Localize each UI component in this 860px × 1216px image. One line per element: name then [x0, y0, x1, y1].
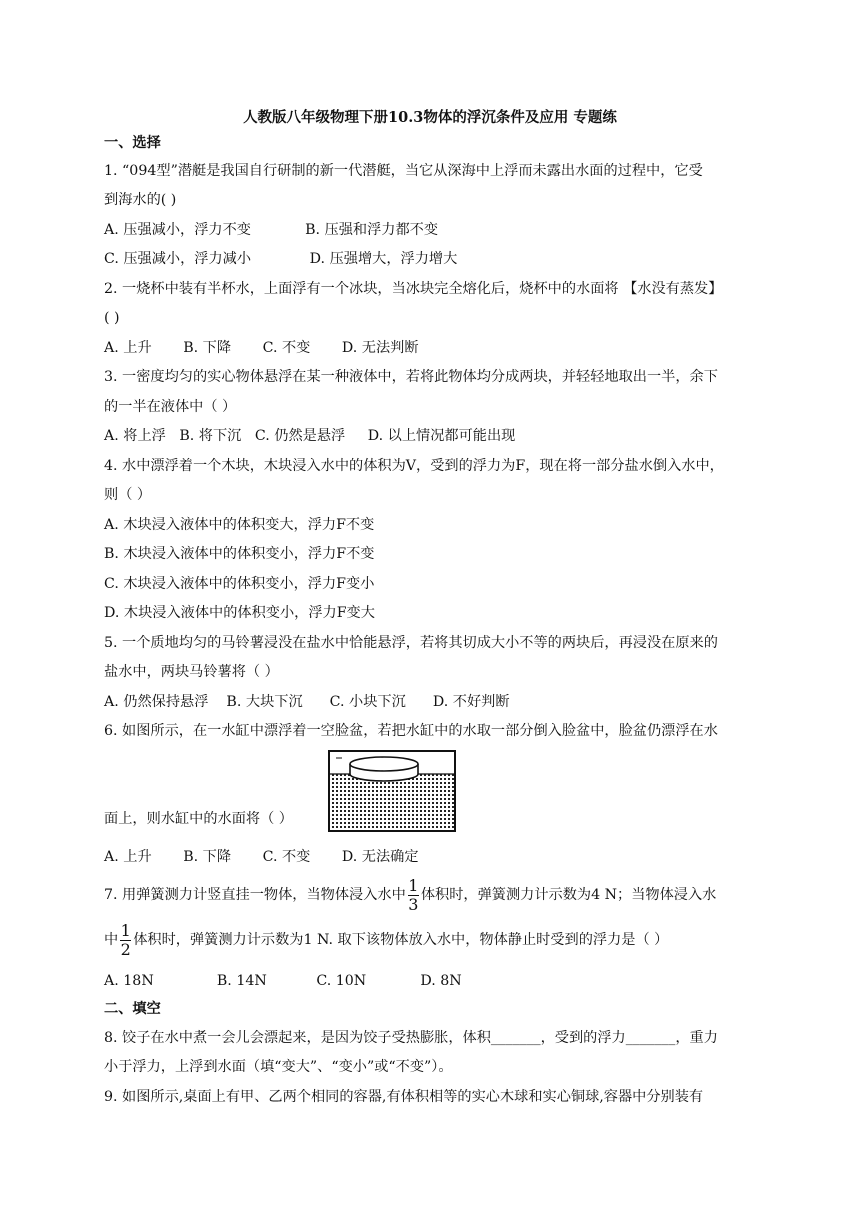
fraction-one-half	[120, 920, 131, 959]
question-7-text-2a: 中	[104, 932, 119, 948]
question-4-line-2: 则（ ）	[104, 487, 152, 503]
question-7-text-1a: 7. 用弹簧测力计竖直挂一物体，当物体浸入水中	[104, 887, 406, 903]
question-2-options: A. 上升 B. 下降 C. 不变 D. 无法判断	[104, 340, 419, 356]
question-1-options-ab: A. 压强减小，浮力不变 B. 压强和浮力都不变	[104, 222, 439, 238]
question-5-line-1: 5. 一个质地均匀的马铃薯浸没在盐水中恰能悬浮，若将其切成大小不等的两块后，再浸没在原来的	[104, 635, 718, 651]
section-heading-choice: 一、选择	[104, 135, 161, 151]
question-5-options: A. 仍然保持悬浮 B. 大块下沉 C. 小块下沉 D. 不好判断	[104, 694, 510, 710]
question-1-options-cd: C. 压强减小，浮力减小 D. 压强增大，浮力增大	[104, 251, 458, 267]
question-7-line-1	[104, 877, 716, 913]
question-9-line-1: 9. 如图所示,桌面上有甲、乙两个相同的容器,有体积相等的实心木球和实心铜球,容器中分别装有	[104, 1089, 704, 1105]
question-1-line-2: 到海水的( )	[104, 192, 177, 208]
section-heading-fill: 二、填空	[104, 1001, 161, 1017]
fraction-denominator: 3	[408, 894, 419, 914]
question-7-text-2b: 体积时，弹簧测力计示数为1 N. 取下该物体放入水中，物体静止时受到的浮力是（ ）	[133, 932, 669, 948]
question-3-line-1: 3. 一密度均匀的实心物体悬浮在某一种液体中，若将此物体均分成两块，并轻轻地取出一半，余下	[104, 369, 718, 385]
question-1-line-1: 1. “094型”潜艇是我国自行研制的新一代潜艇，当它从深海中上浮而未露出水面的过程中，它受	[104, 163, 703, 179]
question-2-line-2: ( )	[104, 310, 120, 326]
question-4-option-d: D. 木块浸入液体中的体积变小，浮力F变大	[104, 605, 375, 621]
question-7-text-1b: 体积时，弹簧测力计示数为4 N；当物体浸入水	[420, 887, 717, 903]
fraction-numerator: 1	[408, 875, 419, 895]
question-4-option-a: A. 木块浸入液体中的体积变大，浮力F不变	[104, 517, 375, 533]
question-2-line-1: 2. 一烧杯中装有半杯水，上面浮有一个冰块，当冰块完全熔化后，烧杯中的水面将 【水没有蒸发】	[104, 281, 723, 297]
fraction-one-third	[408, 875, 419, 914]
question-7-line-2	[104, 922, 668, 958]
fraction-numerator: 1	[120, 920, 131, 940]
question-7-options: A. 18N B. 14N C. 10N D. 8N	[104, 973, 462, 989]
question-4-option-c: C. 木块浸入液体中的体积变小，浮力F变小	[104, 576, 375, 592]
question-8-line-1: 8. 饺子在水中煮一会儿会漂起来，是因为饺子受热膨胀，体积_______，受到的浮力_______，重力	[104, 1030, 718, 1046]
basin-in-water-tank-figure	[328, 750, 456, 832]
question-6-line-1: 6. 如图所示，在一水缸中漂浮着一空脸盆，若把水缸中的水取一部分倒入脸盆中，脸盆仍漂浮在水	[104, 723, 718, 739]
question-4-option-b: B. 木块浸入液体中的体积变小，浮力F不变	[104, 546, 375, 562]
question-8-line-2: 小于浮力，上浮到水面（填“变大”、“变小”或“不变”）。	[104, 1059, 453, 1075]
question-5-line-2: 盐水中，两块马铃薯将（ ）	[104, 664, 279, 680]
floating-basin	[350, 757, 418, 781]
question-3-line-2: 的一半在液体中（ ）	[104, 399, 237, 415]
document-title: 人教版八年级物理下册10.3物体的浮沉条件及应用 专题练	[243, 109, 617, 126]
question-3-options: A. 将上浮 B. 将下沉 C. 仍然是悬浮 D. 以上情况都可能出现	[104, 428, 516, 444]
question-4-line-1: 4. 水中漂浮着一个木块，木块浸入水中的体积为V，受到的浮力为F，现在将一部分盐水倒入水中，	[104, 458, 724, 474]
water-body	[330, 774, 454, 830]
question-6-options: A. 上升 B. 下降 C. 不变 D. 无法确定	[104, 849, 419, 865]
question-6-line-2: 面上，则水缸中的水面将（ ）	[104, 811, 293, 827]
fraction-denominator: 2	[120, 939, 131, 959]
